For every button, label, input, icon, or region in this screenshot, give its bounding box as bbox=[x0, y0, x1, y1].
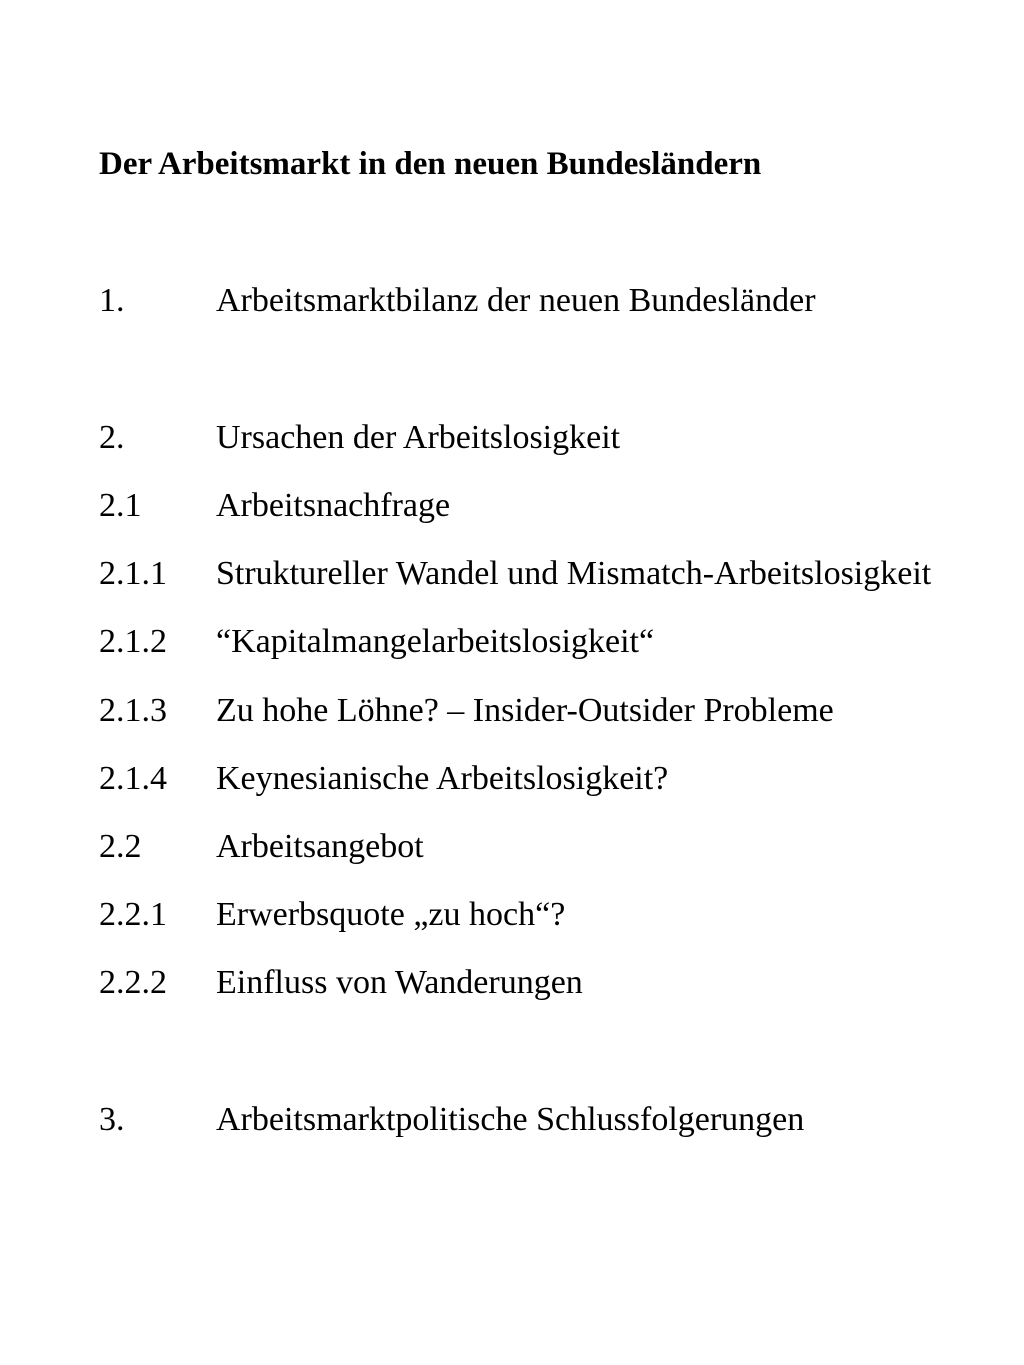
toc-item-label: Arbeitsmarktbilanz der neuen Bundesländer bbox=[216, 282, 816, 319]
toc-item-number: 2.2.2 bbox=[99, 964, 167, 1001]
toc-item-number: 2.1 bbox=[99, 487, 142, 524]
toc-item-number: 1. bbox=[99, 282, 125, 319]
toc-item-label: Einfluss von Wanderungen bbox=[216, 964, 583, 1001]
toc-item-label: Keynesianische Arbeitslosigkeit? bbox=[216, 760, 669, 797]
document-title: Der Arbeitsmarkt in den neuen Bundesländern bbox=[99, 146, 762, 182]
toc-item-number: 2.1.3 bbox=[99, 692, 167, 729]
toc-item-number: 2.1.4 bbox=[99, 760, 167, 797]
toc-item-label: “Kapitalmangelarbeitslosigkeit“ bbox=[216, 623, 655, 660]
toc-item-number: 3. bbox=[99, 1101, 125, 1138]
toc-item-label: Zu hohe Löhne? – Insider-Outsider Probleme bbox=[216, 692, 834, 729]
toc-item-label: Arbeitsnachfrage bbox=[216, 487, 451, 524]
toc-item-label: Ursachen der Arbeitslosigkeit bbox=[216, 419, 621, 456]
toc-item-label: Erwerbsquote „zu hoch“? bbox=[216, 896, 566, 933]
toc-item-label: Arbeitsangebot bbox=[216, 828, 424, 865]
toc-item-label: Arbeitsmarktpolitische Schlussfolgerungen bbox=[216, 1101, 805, 1138]
toc-item-number: 2.1.2 bbox=[99, 623, 167, 660]
toc-item-number: 2.1.1 bbox=[99, 555, 167, 592]
toc-item-label: Struktureller Wandel und Mismatch-Arbeitslosigkeit bbox=[216, 555, 932, 592]
toc-item-number: 2.2 bbox=[99, 828, 142, 865]
toc-item-number: 2.2.1 bbox=[99, 896, 167, 933]
toc-item-number: 2. bbox=[99, 419, 125, 456]
